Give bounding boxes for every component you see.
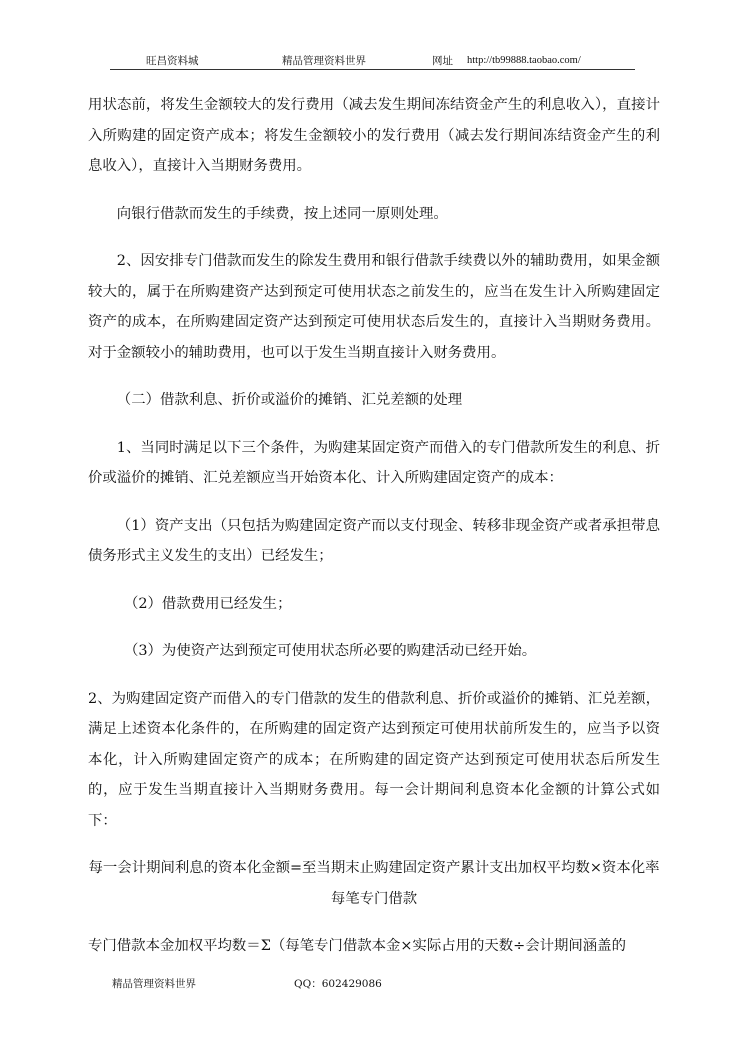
paragraph-conditions: 1、当同时满足以下三个条件，为购建某固定资产而借入的专门借款所发生的利息、折价或溢价的摊销、汇兑差额应当开始资本化、计入所购建固定资产的成本：: [88, 439, 660, 486]
header-url-label: 网址: [432, 55, 453, 67]
condition-item-3: （3）为使资产达到预定可使用状态所必要的购建活动已经开始。: [124, 643, 537, 659]
header-subtitle: 精品管理资料世界: [282, 55, 366, 67]
document-body: [88, 90, 660, 962]
paragraph-capitalization: 2、为购建固定资产而借入的专门借款的发生的借款利息、折价或溢价的摊销、汇兑差额，满足上述资本化条件的，在所购建的固定资产达到预定可使用状前所发生的，应当予以资本化，计入所购建固定资产的成本；在所购建的固定资产达到预定可使用状态后所发生的，应于发生当期直接计入当期财务费用。每一会计期间利息资本化金额的计算公式如下：: [88, 690, 660, 829]
formula-capitalized-amount: 每一会计期间利息的资本化金额=至当期末止购建固定资产累计支出加权平均数×资本化率每笔专门借款: [88, 860, 660, 907]
header-site-name: 旺昌资料城: [146, 55, 199, 67]
formula-weighted-average: 专门借款本金加权平均数＝Σ（每笔专门借款本金×实际占用的天数÷会计期间涵盖的: [88, 938, 626, 954]
paragraph-auxiliary-costs: 2、因安排专门借款而发生的除发生费用和银行借款手续费以外的辅助费用，如果金额较大的，属于在所购建资产达到预定可使用状态之前发生的，应当在发生计入所购建固定资产的成本，在所购建固定资产达到预定可使用状态后发生的，直接计入当期财务费用。对于金额较小的辅助费用，也可以于发生当期直接计入财务费用。: [88, 253, 660, 361]
page-header: [110, 53, 635, 69]
footer-qq: QQ：602429086: [294, 978, 382, 990]
header-url-link[interactable]: http://tb99888.taobao.com/: [467, 55, 581, 66]
paragraph-continuation: 用状态前，将发生金额较大的发行费用（减去发生期间冻结资金产生的利息收入），直接计入所购建的固定资产成本；将发生金额较小的发行费用（减去发行期间冻结资金产生的利息收入），直接计入当期财务费用。: [88, 97, 660, 174]
condition-item-2: （2）借款费用已经发生；: [124, 595, 292, 612]
section-heading: （二）借款利息、折价或溢价的摊销、汇兑差额的处理: [116, 392, 463, 408]
condition-item-1: （1）资产支出（只包括为购建固定资产而以支付现金、转移非现金资产或者承担带息债务形式主义发生的支出）已经发生；: [88, 517, 660, 564]
paragraph-bank-fee: 向银行借款而发生的手续费，按上述同一原则处理。: [116, 205, 448, 222]
footer-site-name: 精品管理资料世界: [112, 978, 196, 990]
header-divider: [110, 69, 635, 70]
